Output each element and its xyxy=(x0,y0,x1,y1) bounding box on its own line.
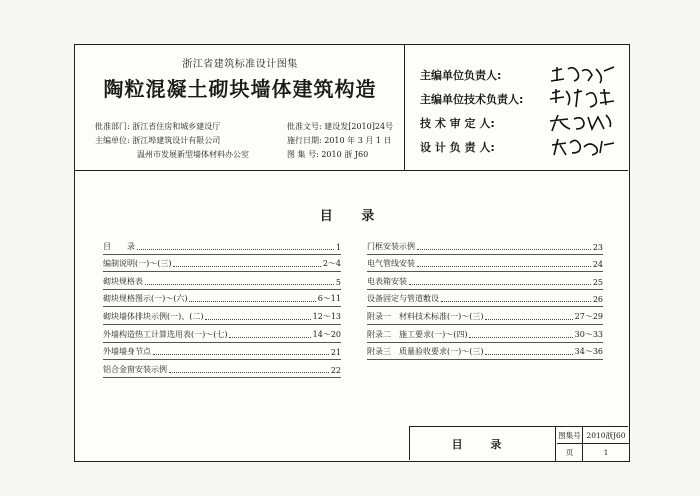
effective-date xyxy=(287,135,392,147)
atlas-number-value: 2010 浙 J60 xyxy=(321,150,369,159)
approval-doc-label: 批准文号: xyxy=(287,122,322,131)
title-block xyxy=(75,45,628,171)
toc-entry-name: 编制说明(一)～(三) xyxy=(103,259,172,269)
toc-entry[interactable] xyxy=(103,272,341,290)
toc-entry[interactable] xyxy=(367,272,603,290)
toc-entry[interactable] xyxy=(103,255,341,273)
toc-entry-page: 30～33 xyxy=(574,329,603,339)
toc-entry[interactable] xyxy=(103,343,341,361)
footer-page-number: 1 xyxy=(603,448,609,457)
signature-row xyxy=(420,139,560,157)
leader-dots xyxy=(153,354,329,355)
toc-entry-name: 电气管线安装 xyxy=(367,259,415,269)
leader-dots xyxy=(145,284,334,285)
approval-doc xyxy=(287,121,393,133)
atlas-number xyxy=(287,149,368,161)
signature-label: 主编单位技术负责人: xyxy=(420,93,524,106)
toc-entry-page: 22 xyxy=(330,365,341,375)
toc-left-column xyxy=(103,237,341,378)
toc-entry-page: 23 xyxy=(592,242,603,252)
toc-entry-page: 24 xyxy=(592,260,603,270)
effective-date-value: 2010 年 3 月 1 日 xyxy=(324,136,392,145)
toc-entry[interactable] xyxy=(367,290,603,308)
handwritten-signature xyxy=(548,135,618,157)
toc-entry-page: 5 xyxy=(335,277,341,287)
handwritten-signature xyxy=(548,111,618,133)
atlas-number-label: 图 集 号: xyxy=(287,150,319,159)
leader-dots xyxy=(189,301,315,302)
leader-dots xyxy=(137,249,334,250)
toc-entry[interactable] xyxy=(103,307,341,325)
toc-entry-page: 12～13 xyxy=(312,311,341,321)
toc-entry-page: 34～36 xyxy=(574,347,603,357)
toc-entry-name: 设备固定与管道敷设 xyxy=(367,294,439,304)
toc-entry-name: 附录二 施工要求(一)～(四) xyxy=(367,329,468,339)
toc-entry-name: 目 录 xyxy=(103,241,135,251)
toc-heading: 目 录 xyxy=(319,209,387,224)
toc-entry-name: 附录一 材料技术标准(一)～(三) xyxy=(367,311,484,321)
toc-entry[interactable] xyxy=(103,290,341,308)
handwritten-signature xyxy=(548,87,618,109)
toc-entry[interactable] xyxy=(103,360,341,378)
signature-row xyxy=(420,91,560,109)
signature-row xyxy=(420,67,560,85)
effective-date-label: 施行日期: xyxy=(287,136,322,145)
handwritten-signature xyxy=(548,63,618,85)
toc-right-column xyxy=(367,237,603,360)
toc-entry-name: 铝合金窗安装示例 xyxy=(103,364,167,374)
leader-dots xyxy=(417,249,591,250)
toc-entry[interactable] xyxy=(103,325,341,343)
toc-entry[interactable] xyxy=(367,307,603,325)
atlas-title: 陶粒混凝土砌块墙体建筑构造 xyxy=(103,77,377,101)
toc-entry-page: 26 xyxy=(592,295,603,305)
toc-entry-page: 27～29 xyxy=(574,311,603,321)
approval-dept xyxy=(95,121,220,133)
chief-editor-2: 温州市发展新型墙体材料办公室 xyxy=(137,150,249,159)
toc-entry[interactable] xyxy=(367,237,603,255)
toc-entry-page: 25 xyxy=(592,277,603,287)
signature-label: 主编单位负责人: xyxy=(420,69,502,82)
chief-editor-label: 主编单位: xyxy=(95,136,130,145)
signature-row xyxy=(420,115,560,133)
leader-dots xyxy=(417,266,591,267)
footer-title-block xyxy=(409,426,628,460)
leader-dots xyxy=(229,337,310,338)
approval-doc-value: 建设发[2010]24号 xyxy=(324,122,394,131)
drawing-sheet xyxy=(74,44,630,462)
toc-entry-page: 14～20 xyxy=(312,329,341,339)
title-block-left xyxy=(75,45,405,171)
toc-entry-name: 砌块墙体排块示例(一)、(二) xyxy=(103,311,204,321)
signature-block xyxy=(406,45,628,171)
toc-entry-name: 砌块规格表 xyxy=(103,276,143,286)
toc-entry[interactable] xyxy=(367,255,603,273)
footer-page-label: 页 xyxy=(557,444,583,461)
toc-entry[interactable] xyxy=(367,343,603,361)
toc-entry-name: 外墙墙身节点 xyxy=(103,347,151,357)
footer-atlas-number: 2010浙J60 xyxy=(583,427,629,444)
signature-label: 技 术 审 定 人: xyxy=(420,117,495,130)
toc-entry-name: 电表箱安装 xyxy=(367,276,407,286)
leader-dots xyxy=(169,372,329,373)
leader-dots xyxy=(205,319,310,320)
toc-entry-name: 附录三 质量验收要求(一)～(三) xyxy=(367,347,484,357)
toc-entry-name: 外墙构造热工计算选用表(一)～(七) xyxy=(103,329,228,339)
leader-dots xyxy=(409,284,591,285)
toc-entry-page: 2～4 xyxy=(322,259,341,269)
toc-entry-page: 6～11 xyxy=(317,294,341,304)
leader-dots xyxy=(469,337,572,338)
leader-dots xyxy=(485,319,572,320)
toc-entry-page: 1 xyxy=(335,242,341,252)
toc-entry-name: 门框安装示例 xyxy=(367,241,415,251)
chief-editor xyxy=(95,135,220,147)
signature-label: 设 计 负 责 人: xyxy=(420,141,495,154)
leader-dots xyxy=(173,266,320,267)
toc-entry[interactable] xyxy=(103,237,341,255)
footer-title: 目 录 xyxy=(410,427,556,461)
footer-atlas-label: 图集号 xyxy=(557,427,583,444)
leader-dots xyxy=(485,354,572,355)
leader-dots xyxy=(441,301,591,302)
chief-editor-value-1: 浙江埠建筑设计有限公司 xyxy=(132,136,221,145)
approval-dept-label: 批准部门: xyxy=(95,122,130,131)
approval-dept-value: 浙江省住房和城乡建设厅 xyxy=(132,122,221,131)
series-name: 浙江省建筑标准设计图集 xyxy=(182,59,298,70)
toc-entry[interactable] xyxy=(367,325,603,343)
toc-entry-name: 砌块规格图示(一)～(六) xyxy=(103,294,188,304)
toc-entry-page: 21 xyxy=(330,348,341,358)
